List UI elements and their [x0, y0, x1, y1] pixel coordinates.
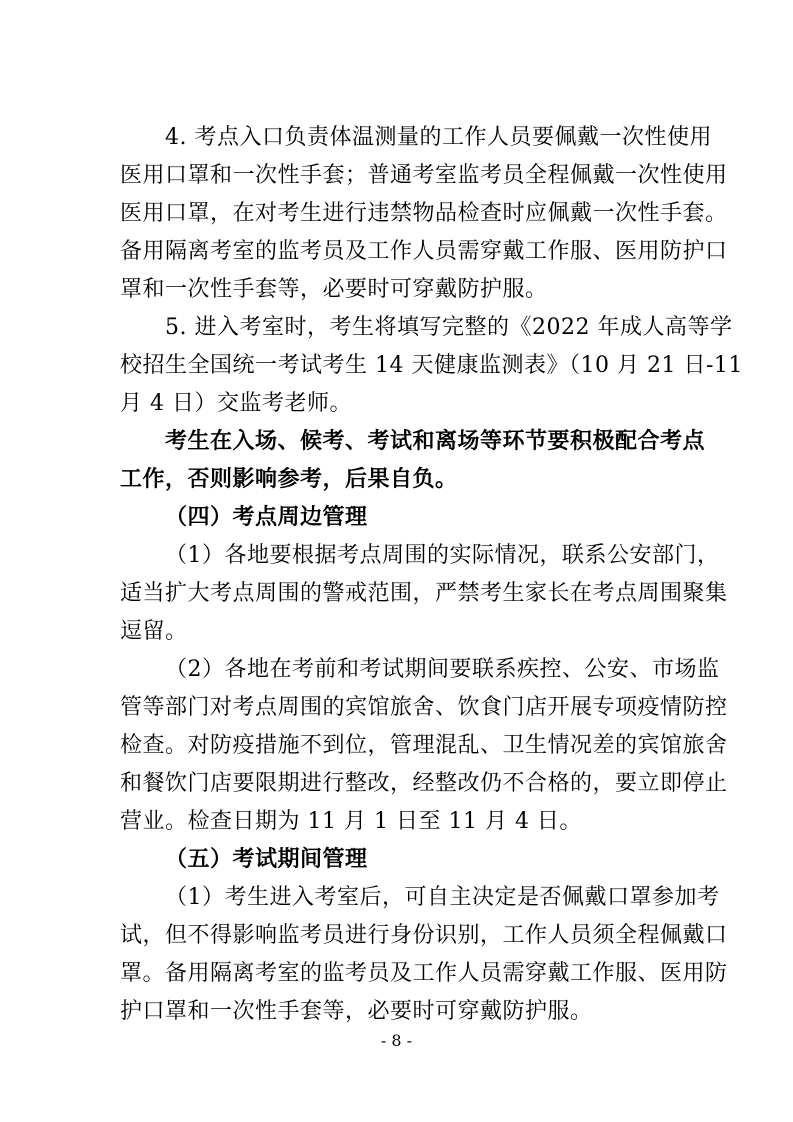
paragraph-line: 罩和一次性手套等，必要时可穿戴防护服。	[120, 277, 548, 302]
section-heading: （五）考试期间管理	[165, 847, 368, 872]
emphasis-line: 考生在入场、候考、考试和离场等环节要积极配合考点	[165, 429, 706, 454]
paragraph-line: 和餐饮门店要限期进行整改，经整改仍不合格的，要立即停止	[120, 771, 728, 796]
paragraph-line: 校招生全国统一考试考生 14 天健康监测表》（10 月 21 日-11	[120, 353, 743, 378]
paragraph-line: 医用口罩和一次性手套；普通考室监考员全程佩戴一次性使用	[120, 163, 728, 188]
paragraph-line: 罩。备用隔离考室的监考员及工作人员需穿戴工作服、医用防	[120, 961, 728, 986]
paragraph-line: （2）各地在考前和考试期间要联系疾控、公安、市场监	[165, 657, 720, 682]
paragraph-line: 营业。检查日期为 11 月 1 日至 11 月 4 日。	[120, 809, 582, 834]
section-heading: （四）考点周边管理	[165, 505, 368, 530]
paragraph-line: 医用口罩，在对考生进行违禁物品检查时应佩戴一次性手套。	[120, 201, 728, 226]
paragraph-line: 适当扩大考点周围的警戒范围，严禁考生家长在考点周围聚集	[120, 581, 728, 606]
paragraph-line: （1）考生进入考室后，可自主决定是否佩戴口罩参加考	[165, 885, 720, 910]
paragraph-line: 4. 考点入口负责体温测量的工作人员要佩戴一次性使用	[165, 125, 712, 150]
emphasis-line: 工作，否则影响参考，后果自负。	[120, 467, 458, 492]
paragraph-line: 试，但不得影响监考员进行身份识别，工作人员须全程佩戴口	[120, 923, 728, 948]
paragraph-line: 月 4 日）交监考老师。	[120, 391, 352, 416]
paragraph-line: 管等部门对考点周围的宾馆旅舍、饮食门店开展专项疫情防控	[120, 695, 728, 720]
paragraph-line: 备用隔离考室的监考员及工作人员需穿戴工作服、医用防护口	[120, 239, 728, 264]
paragraph-line: 检查。对防疫措施不到位，管理混乱、卫生情况差的宾馆旅舍	[120, 733, 728, 758]
paragraph-line: 5. 进入考室时，考生将填写完整的《2022 年成人高等学	[165, 315, 733, 340]
paragraph-line: 逗留。	[120, 619, 188, 644]
page-number: - 8 -	[380, 1031, 413, 1050]
paragraph-line: （1）各地要根据考点周围的实际情况，联系公安部门，	[165, 543, 720, 568]
paragraph-line: 护口罩和一次性手套等，必要时可穿戴防护服。	[120, 999, 593, 1024]
